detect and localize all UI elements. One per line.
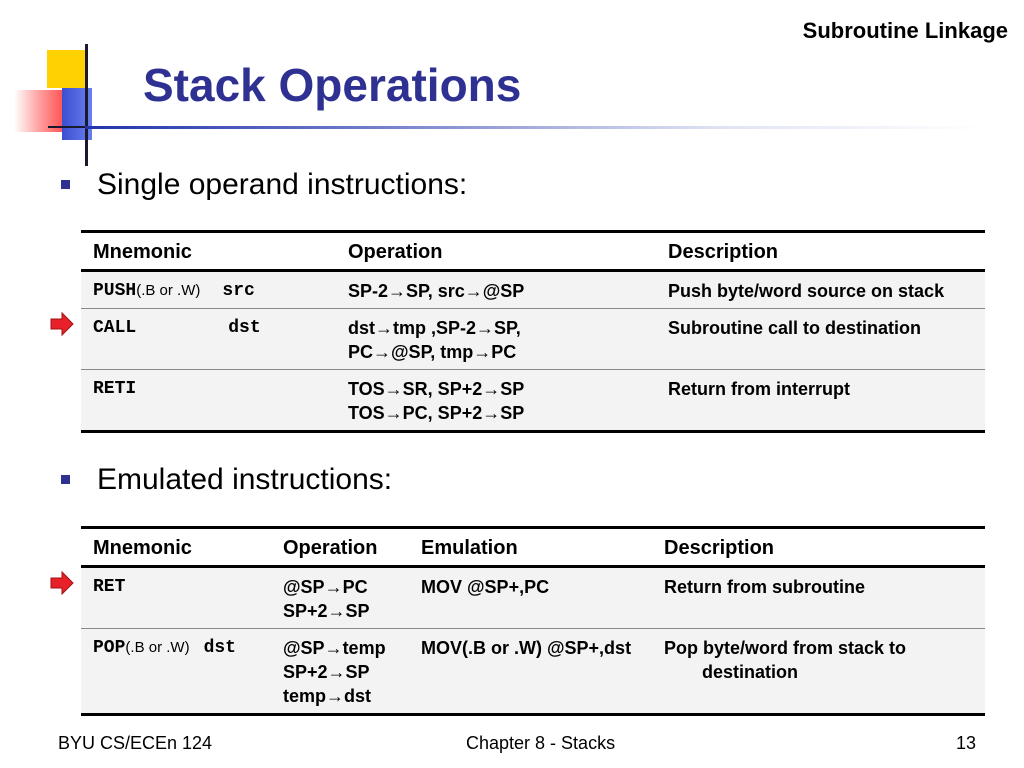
description-line: Return from interrupt <box>668 379 850 399</box>
table-header-row <box>81 232 985 271</box>
mnemonic-cell <box>81 370 336 432</box>
operation-cell <box>271 629 409 715</box>
emulated-table <box>81 526 985 716</box>
red-arrow-icon <box>50 311 72 333</box>
table-row <box>81 309 985 370</box>
bullet-text: Emulated instructions: <box>97 463 393 496</box>
description-cell <box>652 567 985 629</box>
operation-cell <box>336 370 656 432</box>
footer-course: BYU CS/ECEn 124 <box>58 733 213 753</box>
bullet-text: Single operand instructions: <box>97 168 468 201</box>
operand: dst <box>203 638 236 658</box>
mnemonic: RET <box>93 577 126 597</box>
bullet-square-icon <box>61 475 70 484</box>
description-cell <box>656 271 985 309</box>
operation-cell <box>271 567 409 629</box>
logo-vertical-line <box>85 44 88 166</box>
operation-line: SP-2→SP, src→@SP <box>348 281 525 301</box>
table-row <box>81 271 985 309</box>
operation-line: temp→dst <box>283 686 372 706</box>
table-row <box>81 370 985 432</box>
description-line: destination <box>702 662 799 682</box>
header-title: Subroutine Linkage <box>802 18 1008 43</box>
table-row <box>81 629 985 715</box>
bullet-single-operand <box>97 168 467 202</box>
description-line: Push byte/word source on stack <box>668 281 945 301</box>
column-header: Description <box>656 232 985 271</box>
operand: dst <box>228 318 261 338</box>
table-header-row <box>81 528 985 567</box>
column-header: Mnemonic <box>81 528 271 567</box>
operation-line: @SP→PC <box>283 577 368 597</box>
operation-line: PC→@SP, tmp→PC <box>348 342 517 362</box>
single-operand-table <box>81 230 985 433</box>
mnemonic: POP <box>93 638 126 658</box>
bullet-square-icon <box>61 180 70 189</box>
operation-line: TOS→SR, SP+2→SP <box>348 379 525 399</box>
mnemonic-cell <box>81 309 336 370</box>
mnemonic-cell <box>81 271 336 309</box>
mnemonic: CALL <box>93 318 137 338</box>
operation-line: SP+2→SP <box>283 601 370 621</box>
operation-cell <box>336 271 656 309</box>
footer-page-number: 13 <box>955 733 976 753</box>
emulation-cell: MOV(.B or .W) @SP+,dst <box>409 629 652 715</box>
column-header: Description <box>652 528 985 567</box>
description-cell <box>656 309 985 370</box>
mnemonic-cell <box>81 567 271 629</box>
operation-cell <box>336 309 656 370</box>
mnemonic: PUSH <box>93 281 137 301</box>
operation-line: dst→tmp ,SP-2→SP, <box>348 318 521 338</box>
column-header: Operation <box>271 528 409 567</box>
operation-line: SP+2→SP <box>283 662 370 682</box>
description-line: Return from subroutine <box>664 577 865 597</box>
description-cell <box>656 370 985 432</box>
bullet-emulated <box>97 463 392 497</box>
logo-yellow-square <box>47 50 85 88</box>
mnemonic-suffix: (.B or .W) <box>125 639 190 656</box>
description-line: Subroutine call to destination <box>668 318 922 338</box>
description-line: Pop byte/word from stack to <box>664 638 907 658</box>
mnemonic-suffix: (.B or .W) <box>136 282 201 299</box>
footer-chapter: Chapter 8 - Stacks <box>466 733 616 753</box>
column-header: Emulation <box>409 528 652 567</box>
emulation-cell: MOV @SP+,PC <box>409 567 652 629</box>
mnemonic: RETI <box>93 379 137 399</box>
red-arrow-icon <box>50 570 72 592</box>
operand: src <box>222 281 255 301</box>
page-title: Stack Operations <box>143 59 522 111</box>
operation-line: @SP→temp <box>283 638 386 658</box>
description-cell <box>652 629 985 715</box>
column-header: Mnemonic <box>81 232 336 271</box>
title-rule <box>85 126 985 129</box>
table-row <box>81 567 985 629</box>
operation-line: TOS→PC, SP+2→SP <box>348 403 525 423</box>
mnemonic-cell <box>81 629 271 715</box>
column-header: Operation <box>336 232 656 271</box>
